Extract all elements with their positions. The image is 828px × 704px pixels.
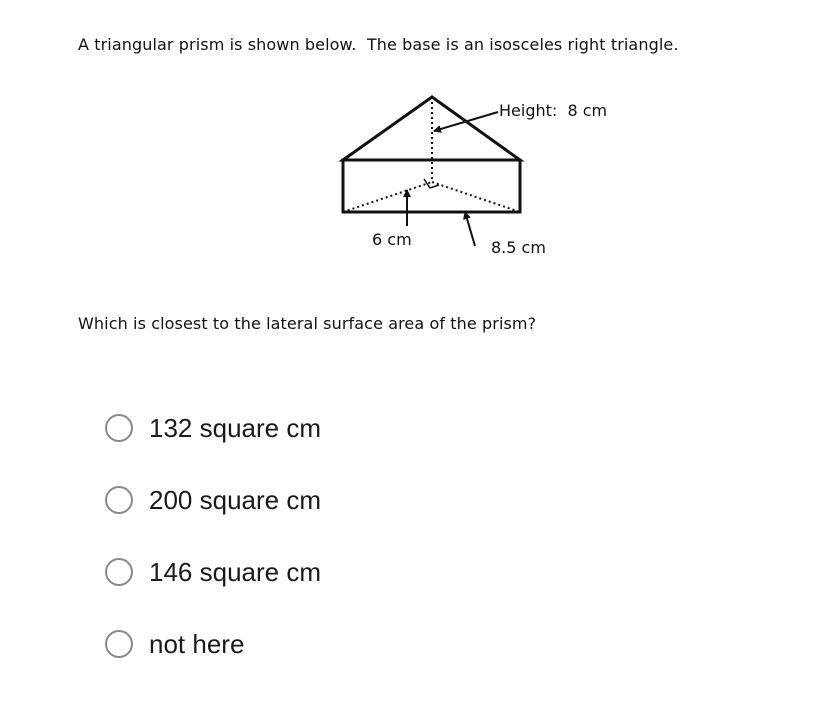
answer-option-label: 200 square cm	[149, 484, 321, 515]
slant-label: 8.5 cm	[491, 238, 546, 257]
answer-option-label: not here	[149, 628, 245, 659]
question-intro: A triangular prism is shown below. The base is an isosceles right triangle.	[78, 35, 679, 54]
radio-button[interactable]	[105, 558, 133, 586]
hidden-base-edge-right	[432, 182, 520, 212]
answer-option-label: 132 square cm	[149, 412, 321, 443]
answer-option-2[interactable]	[105, 482, 505, 518]
answer-option-1[interactable]	[105, 410, 505, 446]
question-prompt: Which is closest to the lateral surface area of the prism?	[78, 314, 537, 333]
hidden-base-edge-left	[343, 182, 432, 212]
radio-button[interactable]	[105, 630, 133, 658]
radio-button[interactable]	[105, 414, 133, 442]
base-label: 6 cm	[372, 230, 412, 249]
answer-choices	[105, 410, 505, 698]
prism-figure	[300, 86, 660, 276]
height-pointer	[434, 112, 498, 131]
radio-button[interactable]	[105, 486, 133, 514]
answer-option-3[interactable]	[105, 554, 505, 590]
height-label: Height: 8 cm	[499, 101, 608, 120]
slant-pointer	[465, 212, 475, 246]
right-angle-marker	[424, 179, 439, 188]
answer-option-label: 146 square cm	[149, 556, 321, 587]
answer-option-4[interactable]	[105, 626, 505, 662]
